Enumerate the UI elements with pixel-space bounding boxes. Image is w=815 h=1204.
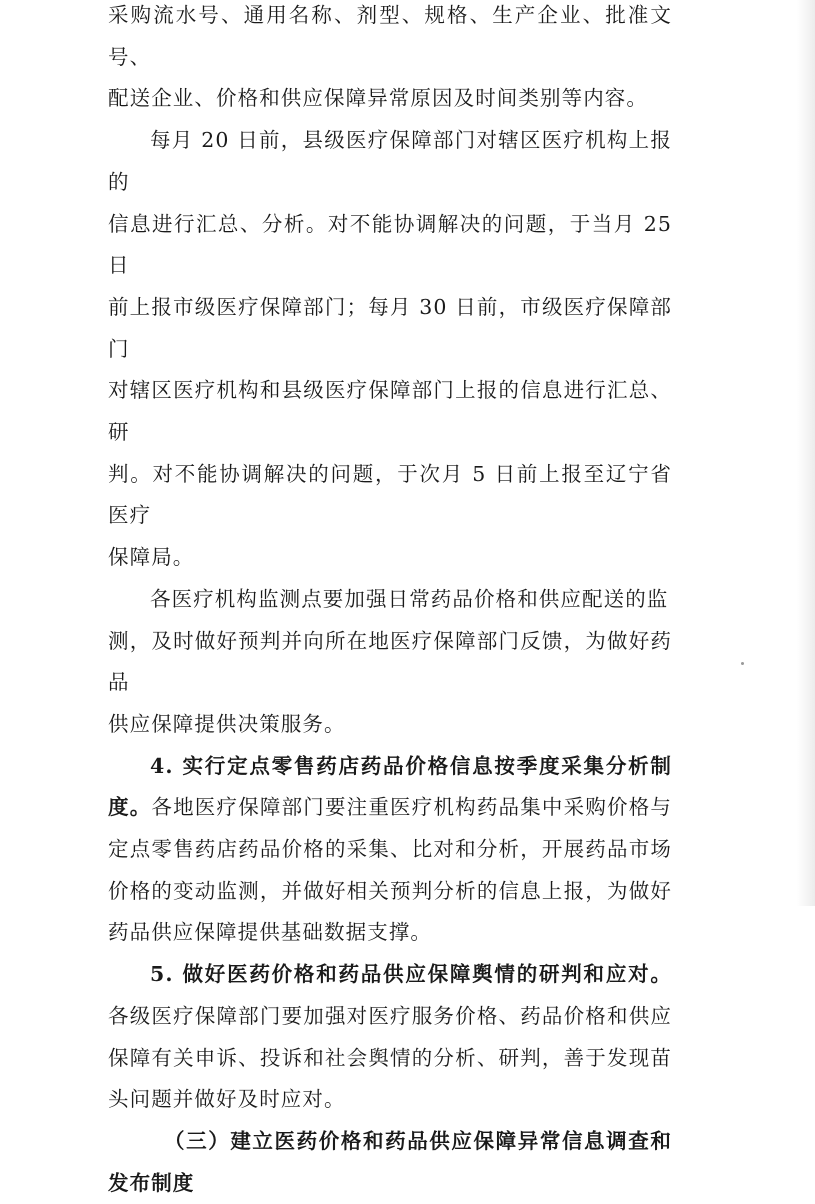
text-line: 判。对不能协调解决的问题，于次月 5 日前上报至辽宁省医疗 (108, 461, 672, 528)
text-line: 对辖区医疗机构和县级医疗保障部门上报的信息进行汇总、研 (108, 378, 672, 445)
paragraph-1 (108, 0, 672, 120)
text-line: 各医疗机构监测点要加强日常药品价格和供应配送的监 (150, 586, 669, 611)
text-line: 供应保障提供决策服务。 (108, 711, 346, 736)
text-line: 测，及时做好预判并向所在地医疗保障部门反馈，为做好药品 (108, 628, 672, 695)
text-line: 前上报市级医疗保障部门；每月 30 日前，市级医疗保障部门 (108, 294, 672, 361)
paragraph-5 (108, 954, 672, 1121)
text-line: 配送企业、价格和供应保障异常原因及时间类别等内容。 (108, 86, 648, 111)
item-5-heading: 5. 做好医药价格和药品供应保障舆情的研判和应对。 (150, 962, 672, 987)
item-5-body: 各级医疗保障部门要加强对医疗服务价格、药品价格和供应保障有关申诉、投诉和社会舆情的分析、研判，善于发现苗头问题并做好及时应对。 (108, 1003, 672, 1112)
scan-right-edge (797, 0, 815, 906)
section-heading: （三）建立医药价格和药品供应保障异常信息调查和发布制度 (108, 1128, 672, 1195)
text-line: 每月 20 日前，县级医疗保障部门对辖区医疗机构上报的 (108, 128, 672, 194)
text-line: 采购流水号、通用名称、剂型、规格、生产企业、批准文号、 (108, 3, 672, 69)
paragraph-4 (108, 746, 672, 955)
item-4-body: 各地医疗保障部门要注重医疗机构药品集中采购价格与定点零售药店药品价格的采集、比对和分析，开展药品市场价格的变动监测，并做好相关预判分析的信息上报，为做好药品供应保障提供基础数据支撑。 (108, 795, 673, 945)
text-line: 保障局。 (108, 545, 195, 570)
paragraph-3 (108, 579, 672, 746)
text-line: 信息进行汇总、分析。对不能协调解决的问题，于当月 25 日 (108, 211, 672, 278)
scan-speck (741, 662, 744, 665)
item-4-heading: 4. 实行定点零售药店药品价格信息按季度采集分析制度。 (108, 753, 672, 820)
document-body (108, 0, 672, 1204)
paragraph-2 (108, 120, 672, 579)
